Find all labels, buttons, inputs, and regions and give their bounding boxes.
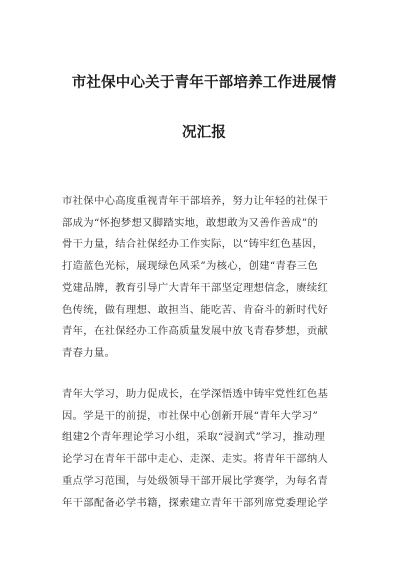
paragraph-line: 色传统，做有理想、敢担当、能吃苦、肯奋斗的新时代好 xyxy=(62,303,329,316)
paragraph-line: 青年大学习，助力促成长，在学深悟透中铸牢党性红色基 xyxy=(62,388,329,400)
paragraph-line: 部成为“怀抱梦想又脚踏实地，敢想敢为又善作善成”的 xyxy=(62,216,319,229)
paragraph-line: 组建2个青年理论学习小组，采取“浸润式”学习，推动理 xyxy=(62,431,326,444)
paragraph-line: 骨干力量，结合社保经办工作实际，以“铸牢红色基因， xyxy=(62,238,324,251)
paragraph-line: 市社保中心高度重视青年干部培养，努力让年轻的社保干 xyxy=(62,195,329,207)
document-title-line-2: 况汇报 xyxy=(181,125,227,141)
paragraph-1 xyxy=(62,191,352,365)
paragraph-line: 重点学习范围，与处级领导干部开展比学赛学，为每名青 xyxy=(62,474,329,487)
paragraph-line: 论学习在青年干部中走心、走深、走实。将青年干部纳人 xyxy=(62,453,329,466)
paragraph-line: 打造蓝色光标，展现绿色风采”为核心，创建“青春三色 xyxy=(62,260,319,273)
paragraph-line: 青年，在社保经办工作高质量发展中放飞青春梦想，贡献 xyxy=(62,325,329,338)
paragraph-2 xyxy=(62,384,352,514)
paragraph-line: 党建品牌，教育引导广大青年干部坚定理想信念，赓续红 xyxy=(62,281,329,294)
paragraph-line: 年干部配备必学书籍，探索建立青年干部列席党委理论学 xyxy=(62,496,329,509)
document-title-line-1: 市社保中心关于青年干部培养工作进展情 xyxy=(71,75,337,91)
paragraph-line: 因。学是干的前提，市社保中心创新开展“青年大学习” xyxy=(62,409,319,422)
paragraph-line: 青春力量。 xyxy=(62,346,116,359)
